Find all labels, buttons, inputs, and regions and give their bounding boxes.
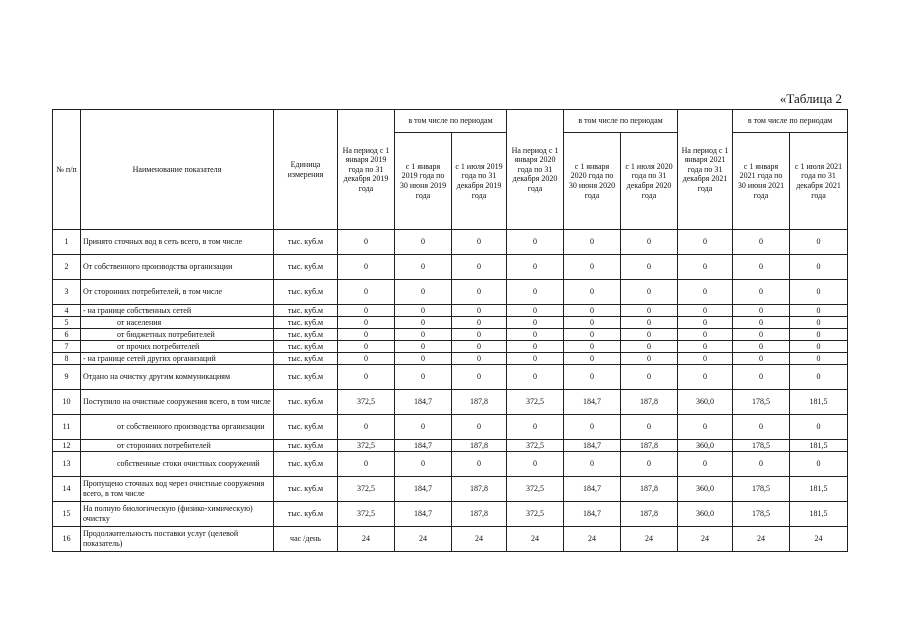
row-number: 11 [53, 415, 81, 440]
table-header [53, 110, 848, 230]
header-subperiods-2020: в том числе по периодам [564, 110, 678, 133]
row-number: 14 [53, 477, 81, 502]
header-2019-h2: с 1 июля 2019 года по 31 декабря 2019 года [452, 133, 507, 230]
row-value: 0 [338, 452, 395, 477]
row-value: 178,5 [733, 477, 790, 502]
row-value: 181,5 [790, 502, 848, 527]
row-name: от сторонних потребителей [81, 440, 274, 452]
row-value: 184,7 [395, 390, 452, 415]
row-value: 0 [733, 280, 790, 305]
header-unit: Единица измерения [274, 110, 338, 230]
row-value: 0 [338, 415, 395, 440]
row-value: 360,0 [678, 477, 733, 502]
row-value: 0 [564, 305, 621, 317]
row-value: 187,8 [452, 502, 507, 527]
row-value: 372,5 [507, 502, 564, 527]
header-2021-h2: с 1 июля 2021 года по 31 декабря 2021 года [790, 133, 848, 230]
row-unit: тыс. куб.м [274, 305, 338, 317]
row-value: 0 [790, 341, 848, 353]
row-value: 372,5 [507, 390, 564, 415]
row-value: 0 [507, 230, 564, 255]
row-value: 0 [452, 305, 507, 317]
row-value: 372,5 [507, 477, 564, 502]
row-value: 24 [452, 527, 507, 552]
row-value: 0 [564, 255, 621, 280]
row-unit: тыс. куб.м [274, 365, 338, 390]
row-unit: тыс. куб.м [274, 329, 338, 341]
row-value: 0 [678, 317, 733, 329]
row-value: 0 [621, 415, 678, 440]
table-body [53, 230, 848, 552]
row-value: 24 [564, 527, 621, 552]
row-value: 187,8 [452, 477, 507, 502]
table-row [53, 477, 848, 502]
row-value: 0 [338, 365, 395, 390]
row-name: от прочих потребителей [81, 341, 274, 353]
row-value: 0 [338, 255, 395, 280]
row-value: 0 [733, 353, 790, 365]
row-number: 9 [53, 365, 81, 390]
row-value: 0 [621, 452, 678, 477]
row-number: 5 [53, 317, 81, 329]
table-row [53, 452, 848, 477]
row-value: 0 [507, 317, 564, 329]
table-row [53, 341, 848, 353]
row-value: 181,5 [790, 477, 848, 502]
row-unit: час /день [274, 527, 338, 552]
row-value: 184,7 [395, 440, 452, 452]
row-value: 0 [790, 280, 848, 305]
row-value: 0 [678, 230, 733, 255]
row-value: 0 [621, 280, 678, 305]
table-row [53, 280, 848, 305]
row-value: 187,8 [452, 390, 507, 415]
row-name: Пропущено сточных вод через очистные сооружения всего, в том числе [81, 477, 274, 502]
row-value: 0 [452, 255, 507, 280]
row-value: 0 [621, 341, 678, 353]
row-unit: тыс. куб.м [274, 502, 338, 527]
row-value: 184,7 [564, 477, 621, 502]
row-value: 0 [338, 230, 395, 255]
row-value: 0 [733, 230, 790, 255]
table-row [53, 390, 848, 415]
row-value: 0 [678, 255, 733, 280]
row-value: 24 [790, 527, 848, 552]
row-value: 184,7 [564, 390, 621, 415]
row-value: 0 [564, 341, 621, 353]
table-row [53, 502, 848, 527]
row-number: 8 [53, 353, 81, 365]
row-number: 15 [53, 502, 81, 527]
table-row [53, 317, 848, 329]
row-name: - на границе собственных сетей [81, 305, 274, 317]
row-value: 24 [507, 527, 564, 552]
row-value: 0 [733, 305, 790, 317]
row-value: 0 [507, 280, 564, 305]
table-row [53, 329, 848, 341]
header-subperiods-2021: в том числе по периодам [733, 110, 848, 133]
table-row [53, 230, 848, 255]
row-number: 4 [53, 305, 81, 317]
row-value: 0 [507, 329, 564, 341]
table-row [53, 527, 848, 552]
row-name: От сторонних потребителей, в том числе [81, 280, 274, 305]
row-value: 0 [678, 353, 733, 365]
header-period-2021: На период с 1 января 2021 года по 31 декабря 2021 года [678, 110, 733, 230]
row-value: 0 [338, 329, 395, 341]
row-name: Принято сточных вод в сеть всего, в том числе [81, 230, 274, 255]
row-value: 0 [790, 415, 848, 440]
row-value: 0 [452, 280, 507, 305]
row-value: 0 [790, 305, 848, 317]
row-value: 178,5 [733, 440, 790, 452]
row-value: 0 [733, 255, 790, 280]
row-value: 0 [678, 452, 733, 477]
row-number: 10 [53, 390, 81, 415]
row-value: 0 [621, 305, 678, 317]
header-2020-h2: с 1 июля 2020 года по 31 декабря 2020 года [621, 133, 678, 230]
row-unit: тыс. куб.м [274, 317, 338, 329]
row-value: 0 [507, 255, 564, 280]
table-row [53, 415, 848, 440]
row-value: 0 [678, 305, 733, 317]
row-value: 178,5 [733, 390, 790, 415]
row-value: 0 [395, 329, 452, 341]
row-value: 0 [678, 365, 733, 390]
table-row [53, 305, 848, 317]
row-value: 0 [621, 230, 678, 255]
row-number: 12 [53, 440, 81, 452]
row-name: собственные стоки очистных сооружений [81, 452, 274, 477]
row-value: 0 [507, 341, 564, 353]
row-value: 24 [338, 527, 395, 552]
row-value: 0 [678, 329, 733, 341]
row-value: 372,5 [338, 390, 395, 415]
header-2019-h1: с 1 января 2019 года по 30 июня 2019 года [395, 133, 452, 230]
row-value: 184,7 [395, 477, 452, 502]
row-value: 0 [564, 452, 621, 477]
row-value: 0 [395, 230, 452, 255]
row-value: 0 [338, 341, 395, 353]
row-value: 0 [395, 317, 452, 329]
row-unit: тыс. куб.м [274, 415, 338, 440]
row-value: 0 [338, 280, 395, 305]
row-value: 0 [452, 415, 507, 440]
row-value: 0 [338, 353, 395, 365]
row-value: 0 [395, 280, 452, 305]
row-value: 0 [790, 452, 848, 477]
row-number: 2 [53, 255, 81, 280]
row-value: 178,5 [733, 502, 790, 527]
row-value: 0 [452, 353, 507, 365]
row-value: 0 [452, 317, 507, 329]
row-value: 0 [621, 255, 678, 280]
row-value: 181,5 [790, 440, 848, 452]
row-value: 0 [452, 230, 507, 255]
row-value: 0 [621, 353, 678, 365]
row-value: 0 [564, 280, 621, 305]
row-value: 0 [733, 365, 790, 390]
header-2021-h1: с 1 января 2021 года по 30 июня 2021 года [733, 133, 790, 230]
row-value: 372,5 [338, 440, 395, 452]
row-value: 0 [790, 365, 848, 390]
row-value: 0 [733, 317, 790, 329]
row-name: От собственного производства организации [81, 255, 274, 280]
row-value: 360,0 [678, 440, 733, 452]
row-value: 0 [733, 329, 790, 341]
row-unit: тыс. куб.м [274, 452, 338, 477]
row-value: 181,5 [790, 390, 848, 415]
row-value: 0 [790, 329, 848, 341]
row-value: 0 [564, 317, 621, 329]
row-unit: тыс. куб.м [274, 280, 338, 305]
table-caption: «Таблица 2 [779, 91, 842, 106]
row-unit: тыс. куб.м [274, 353, 338, 365]
row-value: 0 [678, 415, 733, 440]
row-value: 0 [507, 305, 564, 317]
row-number: 6 [53, 329, 81, 341]
row-number: 13 [53, 452, 81, 477]
row-value: 0 [452, 452, 507, 477]
row-unit: тыс. куб.м [274, 230, 338, 255]
row-number: 16 [53, 527, 81, 552]
row-value: 0 [395, 452, 452, 477]
row-value: 0 [395, 365, 452, 390]
row-value: 0 [452, 365, 507, 390]
row-value: 187,8 [621, 477, 678, 502]
row-value: 0 [507, 365, 564, 390]
header-subperiods-2019: в том числе по периодам [395, 110, 507, 133]
row-value: 184,7 [564, 502, 621, 527]
table-row [53, 365, 848, 390]
row-unit: тыс. куб.м [274, 390, 338, 415]
data-table [52, 109, 848, 552]
row-value: 0 [452, 341, 507, 353]
row-value: 0 [395, 415, 452, 440]
row-name: от бюджетных потребителей [81, 329, 274, 341]
row-value: 0 [452, 329, 507, 341]
row-value: 24 [678, 527, 733, 552]
row-value: 187,8 [621, 440, 678, 452]
row-value: 0 [564, 230, 621, 255]
row-value: 187,8 [621, 390, 678, 415]
header-period-2020: На период с 1 января 2020 года по 31 декабря 2020 года [507, 110, 564, 230]
row-value: 24 [621, 527, 678, 552]
row-unit: тыс. куб.м [274, 440, 338, 452]
row-name: Продолжительность поставки услуг (целевой показатель) [81, 527, 274, 552]
header-period-2019: На период с 1 января 2019 года по 31 декабря 2019 года [338, 110, 395, 230]
row-value: 184,7 [564, 440, 621, 452]
row-value: 0 [621, 329, 678, 341]
row-value: 372,5 [338, 477, 395, 502]
row-value: 0 [338, 317, 395, 329]
table-row [53, 440, 848, 452]
row-value: 0 [790, 230, 848, 255]
row-value: 187,8 [621, 502, 678, 527]
row-value: 184,7 [395, 502, 452, 527]
row-number: 3 [53, 280, 81, 305]
row-value: 0 [733, 415, 790, 440]
row-unit: тыс. куб.м [274, 341, 338, 353]
row-name: от собственного производства организации [81, 415, 274, 440]
row-name: На полную биологическую (физико-химическую) очистку [81, 502, 274, 527]
header-2020-h1: с 1 января 2020 года по 30 июня 2020 года [564, 133, 621, 230]
table-row [53, 255, 848, 280]
row-value: 24 [395, 527, 452, 552]
row-number: 7 [53, 341, 81, 353]
row-value: 0 [507, 415, 564, 440]
row-number: 1 [53, 230, 81, 255]
row-value: 0 [395, 341, 452, 353]
row-value: 360,0 [678, 502, 733, 527]
header-num: № п/п [53, 110, 81, 230]
row-value: 0 [395, 255, 452, 280]
table-row [53, 353, 848, 365]
row-value: 0 [790, 353, 848, 365]
row-value: 0 [678, 280, 733, 305]
row-value: 24 [733, 527, 790, 552]
row-value: 0 [733, 341, 790, 353]
row-value: 0 [678, 341, 733, 353]
row-value: 0 [338, 305, 395, 317]
row-value: 0 [621, 365, 678, 390]
row-unit: тыс. куб.м [274, 255, 338, 280]
row-value: 0 [564, 365, 621, 390]
row-value: 0 [564, 415, 621, 440]
row-value: 0 [395, 305, 452, 317]
row-name: Отдано на очистку другим коммуникациям [81, 365, 274, 390]
row-value: 372,5 [338, 502, 395, 527]
row-value: 0 [790, 317, 848, 329]
row-name: Поступило на очистные сооружения всего, в том числе [81, 390, 274, 415]
row-name: - на границе сетей других организаций [81, 353, 274, 365]
row-value: 187,8 [452, 440, 507, 452]
row-value: 0 [564, 329, 621, 341]
row-value: 0 [507, 353, 564, 365]
row-value: 0 [733, 452, 790, 477]
row-value: 0 [790, 255, 848, 280]
row-value: 0 [621, 317, 678, 329]
row-value: 0 [564, 353, 621, 365]
header-name: Наименование показателя [81, 110, 274, 230]
row-value: 0 [395, 353, 452, 365]
row-unit: тыс. куб.м [274, 477, 338, 502]
row-value: 360,0 [678, 390, 733, 415]
row-value: 372,5 [507, 440, 564, 452]
row-name: от населения [81, 317, 274, 329]
row-value: 0 [507, 452, 564, 477]
